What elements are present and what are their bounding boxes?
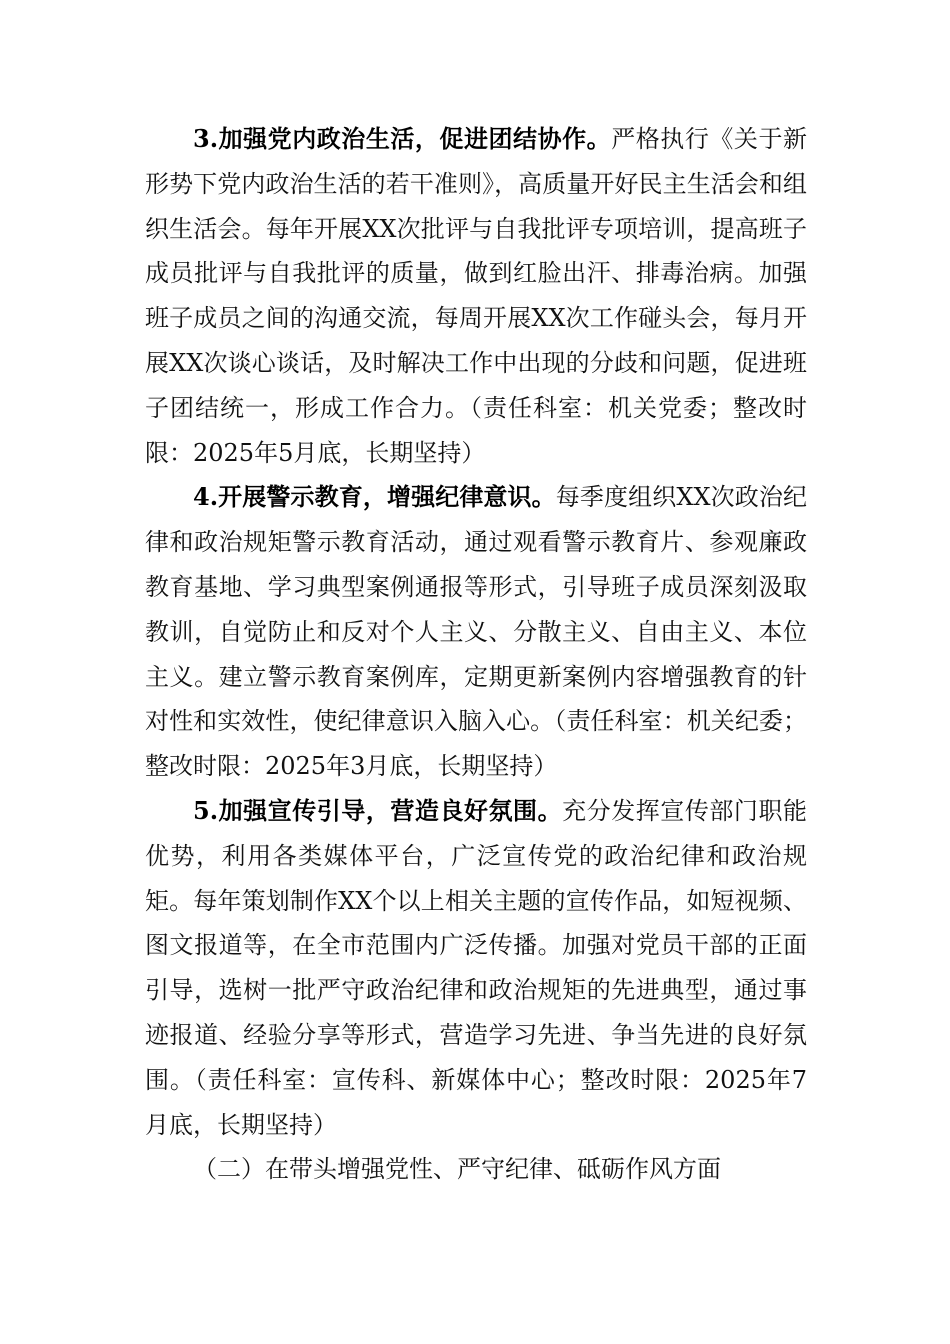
paragraph-heading: 5.加强宣传引导，营造良好氛围。: [193, 795, 563, 825]
paragraph-heading: 4.开展警示教育，增强纪律意识。: [193, 482, 556, 512]
paragraph-text: 每季度组织XX次政治纪律和政治规矩警示教育活动，通过观看警示教育片、参观廉政教育基地、学习典型案例通报等形式，引导班子成员深刻汲取教训，自觉防止和反对个人主义、分散主义、自由主义、本位主义。建立警示教育案例库，定期更新案例内容增强教育的针对性和实效性，使纪律意识入脑入心。（责任科室：机关纪委；整改时限：2025年3月底，长期坚持）: [145, 483, 808, 781]
document-body: [145, 117, 807, 1192]
paragraph-4: [145, 475, 807, 789]
paragraph-text: 充分发挥宣传部门职能优势，利用各类媒体平台，广泛宣传党的政治纪律和政治规矩。每年策划制作XX个以上相关主题的宣传作品，如短视频、图文报道等，在全市范围内广泛传播。加强对党员干部的正面引导，选树一批严守政治纪律和政治规矩的先进典型，通过事迹报道、经验分享等形式，营造学习先进、争当先进的良好氛围。（责任科室：宣传科、新媒体中心；整改时限：2025年7月底，长期坚持）: [145, 796, 807, 1139]
paragraph-3: [145, 117, 807, 475]
paragraph-5: [145, 789, 807, 1147]
paragraph-text: 严格执行《关于新形势下党内政治生活的若干准则》，高质量开好民主生活会和组织生活会。每年开展XX次批评与自我批评专项培训，提高班子成员批评与自我批评的质量，做到红脸出汗、排毒治病。加强班子成员之间的沟通交流，每周开展XX次工作碰头会，每月开展XX次谈心谈话，及时解决工作中出现的分歧和问题，促进班子团结统一，形成工作合力。（责任科室：机关党委；整改时限：2025年5月底，长期坚持）: [145, 125, 807, 467]
paragraph-heading: 3.加强党内政治生活，促进团结协作。: [193, 124, 612, 153]
section-heading: （二）在带头增强党性、严守纪律、砥砺作风方面: [193, 1155, 721, 1184]
